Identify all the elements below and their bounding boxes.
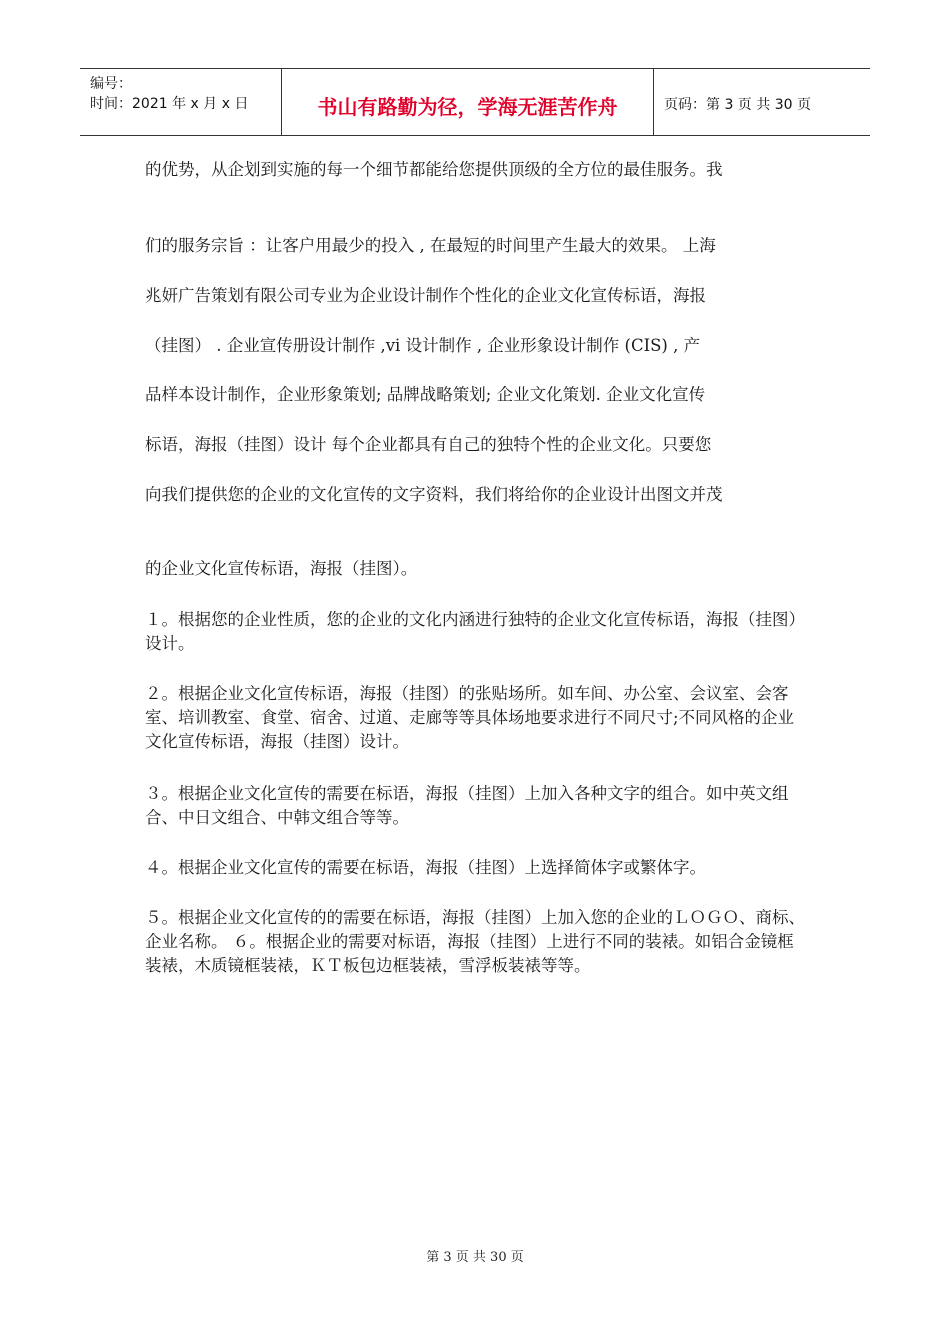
page-footer: 第 3 页 共 30 页 — [426, 1250, 524, 1265]
body-line-1: 的优势，从企划到实施的每一个细节都能给您提供顶级的全方位的最佳服务。我 — [145, 160, 723, 179]
body-line-2: 们的服务宗旨 ：让客户用最少的投入 , 在最短的时间里产生最大的效果。 上海 — [145, 236, 716, 255]
body-line-8: 的企业文化宣传标语，海报（挂图）。 — [145, 559, 418, 578]
list-item-5: ５。根据企业文化宣传的的需要在标语，海报（挂图）上加入您的企业的ＬＯＧＯ、商标、企业名称。 ６。根据企业的需要对标语，海报（挂图）上进行不同的装裱。如铝合金镜框装裱，木质镜框装裱，ＫＴ板包边框装裱，雪浮板装裱等等。 — [145, 908, 805, 975]
body-line-4: （挂图） . 企业宣传册设计制作 ,vi 设计制作 , 企业形象设计制作 (CIS) , 产 — [145, 336, 701, 355]
header-page-info: 页码：第 3 页 共 30 页 — [664, 97, 811, 113]
body-line-6: 标语，海报（挂图）设计 每个企业都具有自己的独特个性的企业文化。只要您 — [145, 435, 712, 454]
body-line-3: 兆妍广告策划有限公司专业为企业设计制作个性化的企业文化宣传标语，海报 — [145, 286, 706, 305]
header-motto: 书山有路勤为径，学海无涯苦作舟 — [317, 95, 618, 119]
body-line-5: 品样本设计制作，企业形象策划; 品牌战略策划; 企业文化策划. 企业文化宣传 — [145, 385, 706, 404]
header-left-cell — [80, 69, 282, 135]
header-right-cell — [654, 69, 870, 135]
list-item-4: ４。根据企业文化宣传的需要在标语，海报（挂图）上选择简体字或繁体字。 — [145, 858, 706, 877]
doc-code-label: 编号： — [90, 76, 132, 92]
list-item-3: ３。根据企业文化宣传的需要在标语，海报（挂图）上加入各种文字的组合。如中英文组合、中日文组合、中韩文组合等等。 — [145, 784, 789, 827]
doc-date-label: 时间：2021 年 x 月 x 日 — [90, 96, 249, 112]
list-item-1: １。根据您的企业性质，您的企业的文化内涵进行独特的企业文化宣传标语，海报（挂图）设计。 — [145, 610, 805, 653]
list-item-2: ２。根据企业文化宣传标语，海报（挂图）的张贴场所。如车间、办公室、会议室、会客室、培训教室、食堂、宿舍、过道、走廊等等具体场地要求进行不同尺寸;不同风格的企业文化宣传标语，海报（挂图）设计。 — [145, 684, 795, 751]
body-line-7: 向我们提供您的企业的文化宣传的文字资料，我们将给你的企业设计出图文并茂 — [145, 485, 723, 504]
header-mid-cell — [282, 69, 654, 135]
page-header — [80, 68, 870, 136]
